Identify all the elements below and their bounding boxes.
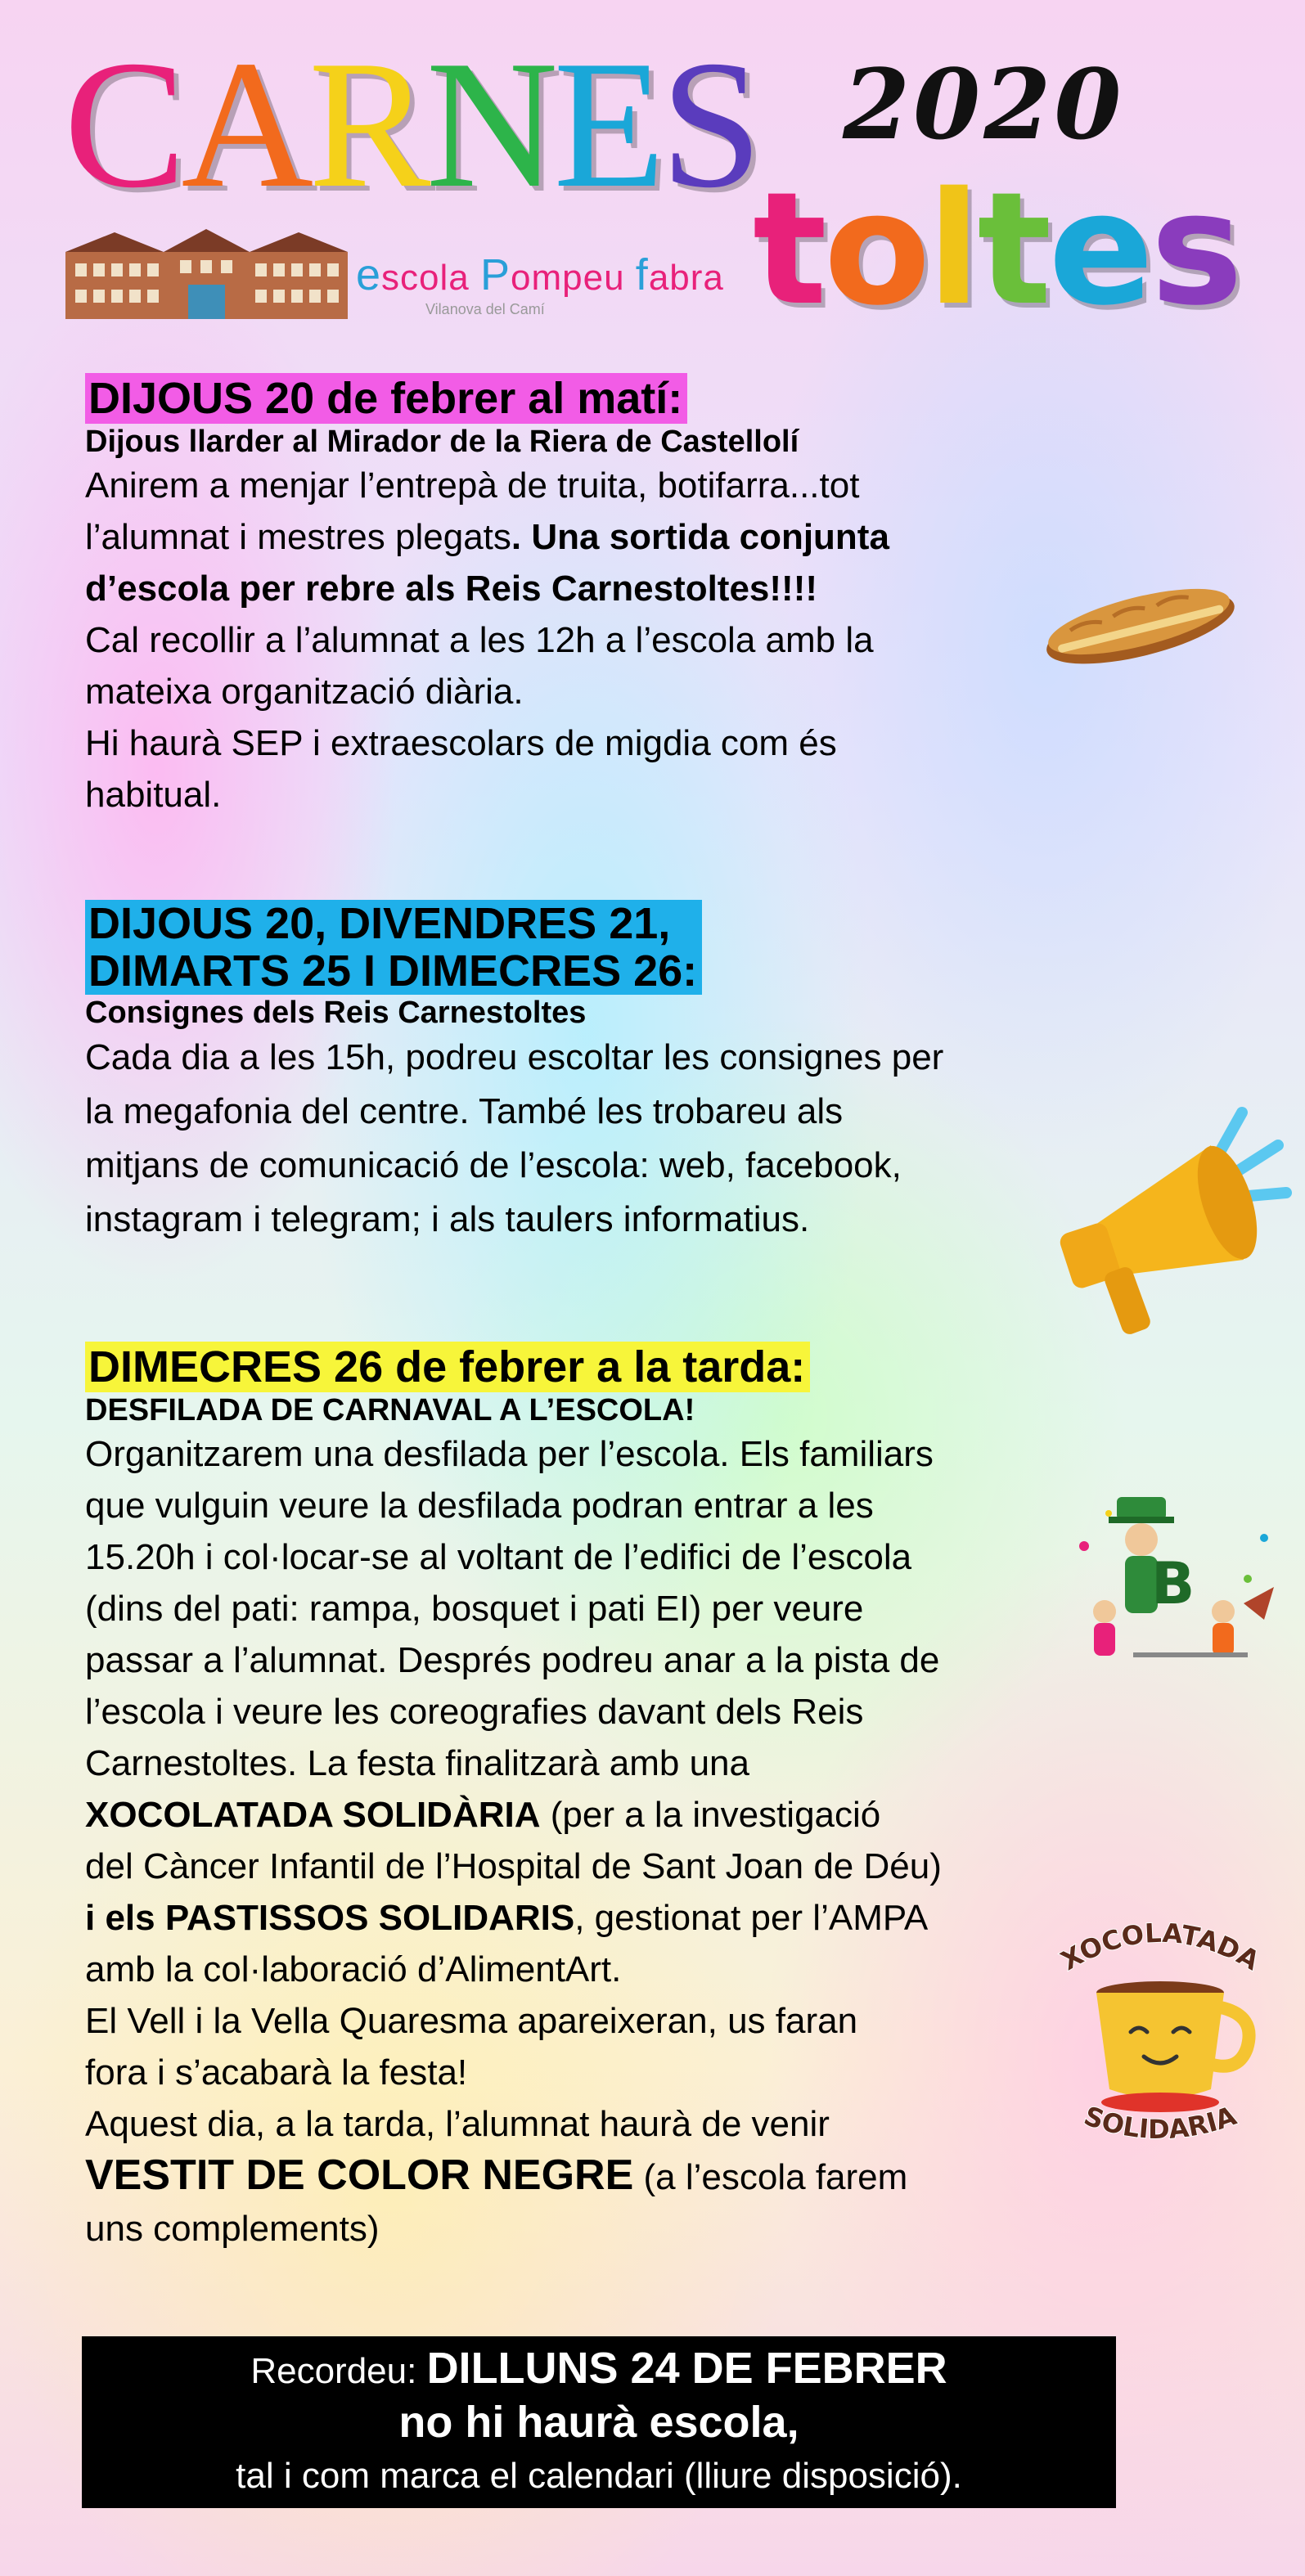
school-name-part: ompeu — [511, 258, 636, 298]
body-line: Anirem a menjar l’entrepà de truita, botifarra...tot — [85, 465, 860, 506]
body-line: Hi haurà SEP i extraescolars de migdia com és — [85, 723, 837, 763]
heading-line: DIJOUS 20, DIVENDRES 21, — [88, 899, 671, 948]
body-line — [85, 2150, 1108, 2203]
svg-text:B: B — [1151, 1550, 1195, 1617]
section-heading: DIJOUS 20 de febrer al matí: — [85, 373, 687, 424]
title-letter: t — [977, 159, 1049, 339]
megaphone-icon — [1055, 1096, 1301, 1342]
body-line: Cal recollir a l’alumnat a les 12h a l’escola amb la — [85, 620, 874, 660]
body-line: Carnestoltes. La festa finalitzarà amb una — [85, 1743, 750, 1783]
body-line: del Càncer Infantil de l’Hospital de Sant Joan de Déu) — [85, 1846, 942, 1886]
section-subtitle: Dijous llarder al Mirador de la Riera de Castellolí — [85, 425, 799, 459]
school-building-illustration — [65, 227, 348, 319]
reminder-text: Recordeu: — [250, 2351, 427, 2391]
school-name-initial: f — [635, 250, 649, 299]
body-line: instagram i telegram; i als taulers informatius. — [85, 1199, 810, 1239]
body-line: amb la col·laboració d’AlimentArt. — [85, 1949, 622, 1989]
title-letter: t — [753, 159, 824, 339]
body-line — [85, 1789, 1108, 1841]
section-subtitle: Consignes dels Reis Carnestoltes — [85, 996, 587, 1030]
badge-bottom-text: SOLIDARIA — [1080, 2100, 1240, 2146]
title-letter: o — [823, 159, 928, 339]
reminder-bold-text: no hi haurà escola — [398, 2398, 787, 2447]
body-line: la megafonia del centre. També les trobareu als — [85, 1091, 844, 1131]
body-line: mateixa organització diària. — [85, 672, 524, 712]
reminder-line: tal i com marca el calendari (lliure disposició). — [236, 2456, 962, 2496]
title-letter: E — [553, 23, 661, 226]
title-letter: R — [308, 23, 426, 226]
reminder-bold-text: DILLUNS 24 DE FEBRER — [426, 2344, 947, 2393]
title-letter: S — [660, 23, 758, 226]
body-bold-text: VESTIT DE COLOR NEGRE — [85, 2151, 634, 2199]
body-line: fora i s’acabarà la festa! — [85, 2052, 468, 2093]
baguette-sandwich-image — [1037, 564, 1240, 679]
svg-text:XOCOLATADA — [1055, 1917, 1265, 1976]
school-name-part: abra — [648, 258, 724, 298]
body-text: (per a la investigació — [540, 1795, 881, 1835]
section-heading — [85, 900, 702, 995]
body-line — [85, 511, 1108, 563]
school-name-initial: e — [356, 250, 382, 299]
body-line: que vulguin veure la desfilada podran entrar a les — [85, 1486, 874, 1526]
body-line: l’escola i veure les coreografies davant dels Reis — [85, 1692, 864, 1732]
title-letter: C — [64, 23, 182, 226]
title-letter: A — [181, 23, 309, 226]
section-body — [85, 1031, 1108, 1247]
body-text: l’alumnat i mestres plegats — [85, 517, 511, 557]
section-dijous-mati — [85, 373, 1108, 820]
title-letter: N — [425, 23, 554, 226]
body-line: (dins del pati: rampa, bosquet i pati EI) per veure — [85, 1589, 864, 1629]
section-heading: DIMECRES 26 de febrer a la tarda: — [85, 1342, 810, 1392]
section-consignes — [85, 900, 1108, 1247]
badge-top-text: XOCOLATADA — [1055, 1917, 1265, 1977]
school-town: Vilanova del Camí — [425, 301, 545, 317]
heading-line: DIMARTS 25 I DIMECRES 26: — [88, 946, 698, 996]
body-bold-text: . Una sortida conjunta — [511, 517, 889, 557]
body-line: Cada dia a les 15h, podreu escoltar les consignes per — [85, 1037, 944, 1077]
body-line: El Vell i la Vella Quaresma apareixeran, us faran — [85, 2001, 858, 2041]
body-line: Aquest dia, a la tarda, l’alumnat haurà de venir — [85, 2104, 830, 2144]
xocolatada-cup-illustration — [1046, 1917, 1275, 2155]
body-line: 15.20h i col·locar-se al voltant de l’edifici de l’escola — [85, 1537, 912, 1577]
body-line: Organitzarem una desfilada per l’escola. Els familiars — [85, 1434, 934, 1474]
body-bold-line: d’escola per rebre als Reis Carnestoltes!!!! — [85, 569, 817, 609]
body-line — [85, 1892, 1108, 1944]
section-body — [85, 460, 1108, 820]
school-name-initial: P — [480, 250, 511, 299]
school-name-part: scola — [381, 258, 480, 298]
carnival-parade-illustration — [1060, 1489, 1280, 1677]
body-bold-text: i els PASTISSOS SOLIDARIS — [85, 1898, 575, 1938]
title-letter: e — [1048, 159, 1151, 339]
body-line: uns complements) — [85, 2209, 380, 2249]
body-line: mitjans de comunicació de l’escola: web, facebook, — [85, 1145, 902, 1185]
reminder-line — [82, 2397, 1116, 2451]
body-line: passar a l’alumnat. Després podreu anar a la pista de — [85, 1640, 940, 1680]
carnes-title — [64, 23, 758, 226]
section-desfilada — [85, 1342, 1108, 2255]
body-text: (a l’escola farem — [633, 2157, 908, 2197]
section-body — [85, 1428, 1108, 2255]
reminder-line — [82, 2343, 1116, 2397]
body-line: habitual. — [85, 775, 222, 815]
reminder-text: , — [786, 2398, 799, 2447]
title-letter: s — [1150, 159, 1240, 339]
year-title: 2020 — [843, 47, 1125, 161]
reminder-box — [82, 2336, 1116, 2508]
section-subtitle: DESFILADA DE CARNAVAL A L’ESCOLA! — [85, 1393, 695, 1427]
body-bold-text: XOCOLATADA SOLIDÀRIA — [85, 1795, 541, 1835]
toltes-title — [753, 159, 1240, 339]
title-letter: l — [927, 159, 978, 339]
school-name — [356, 250, 724, 300]
body-text: , gestionat per l’AMPA — [574, 1898, 929, 1938]
